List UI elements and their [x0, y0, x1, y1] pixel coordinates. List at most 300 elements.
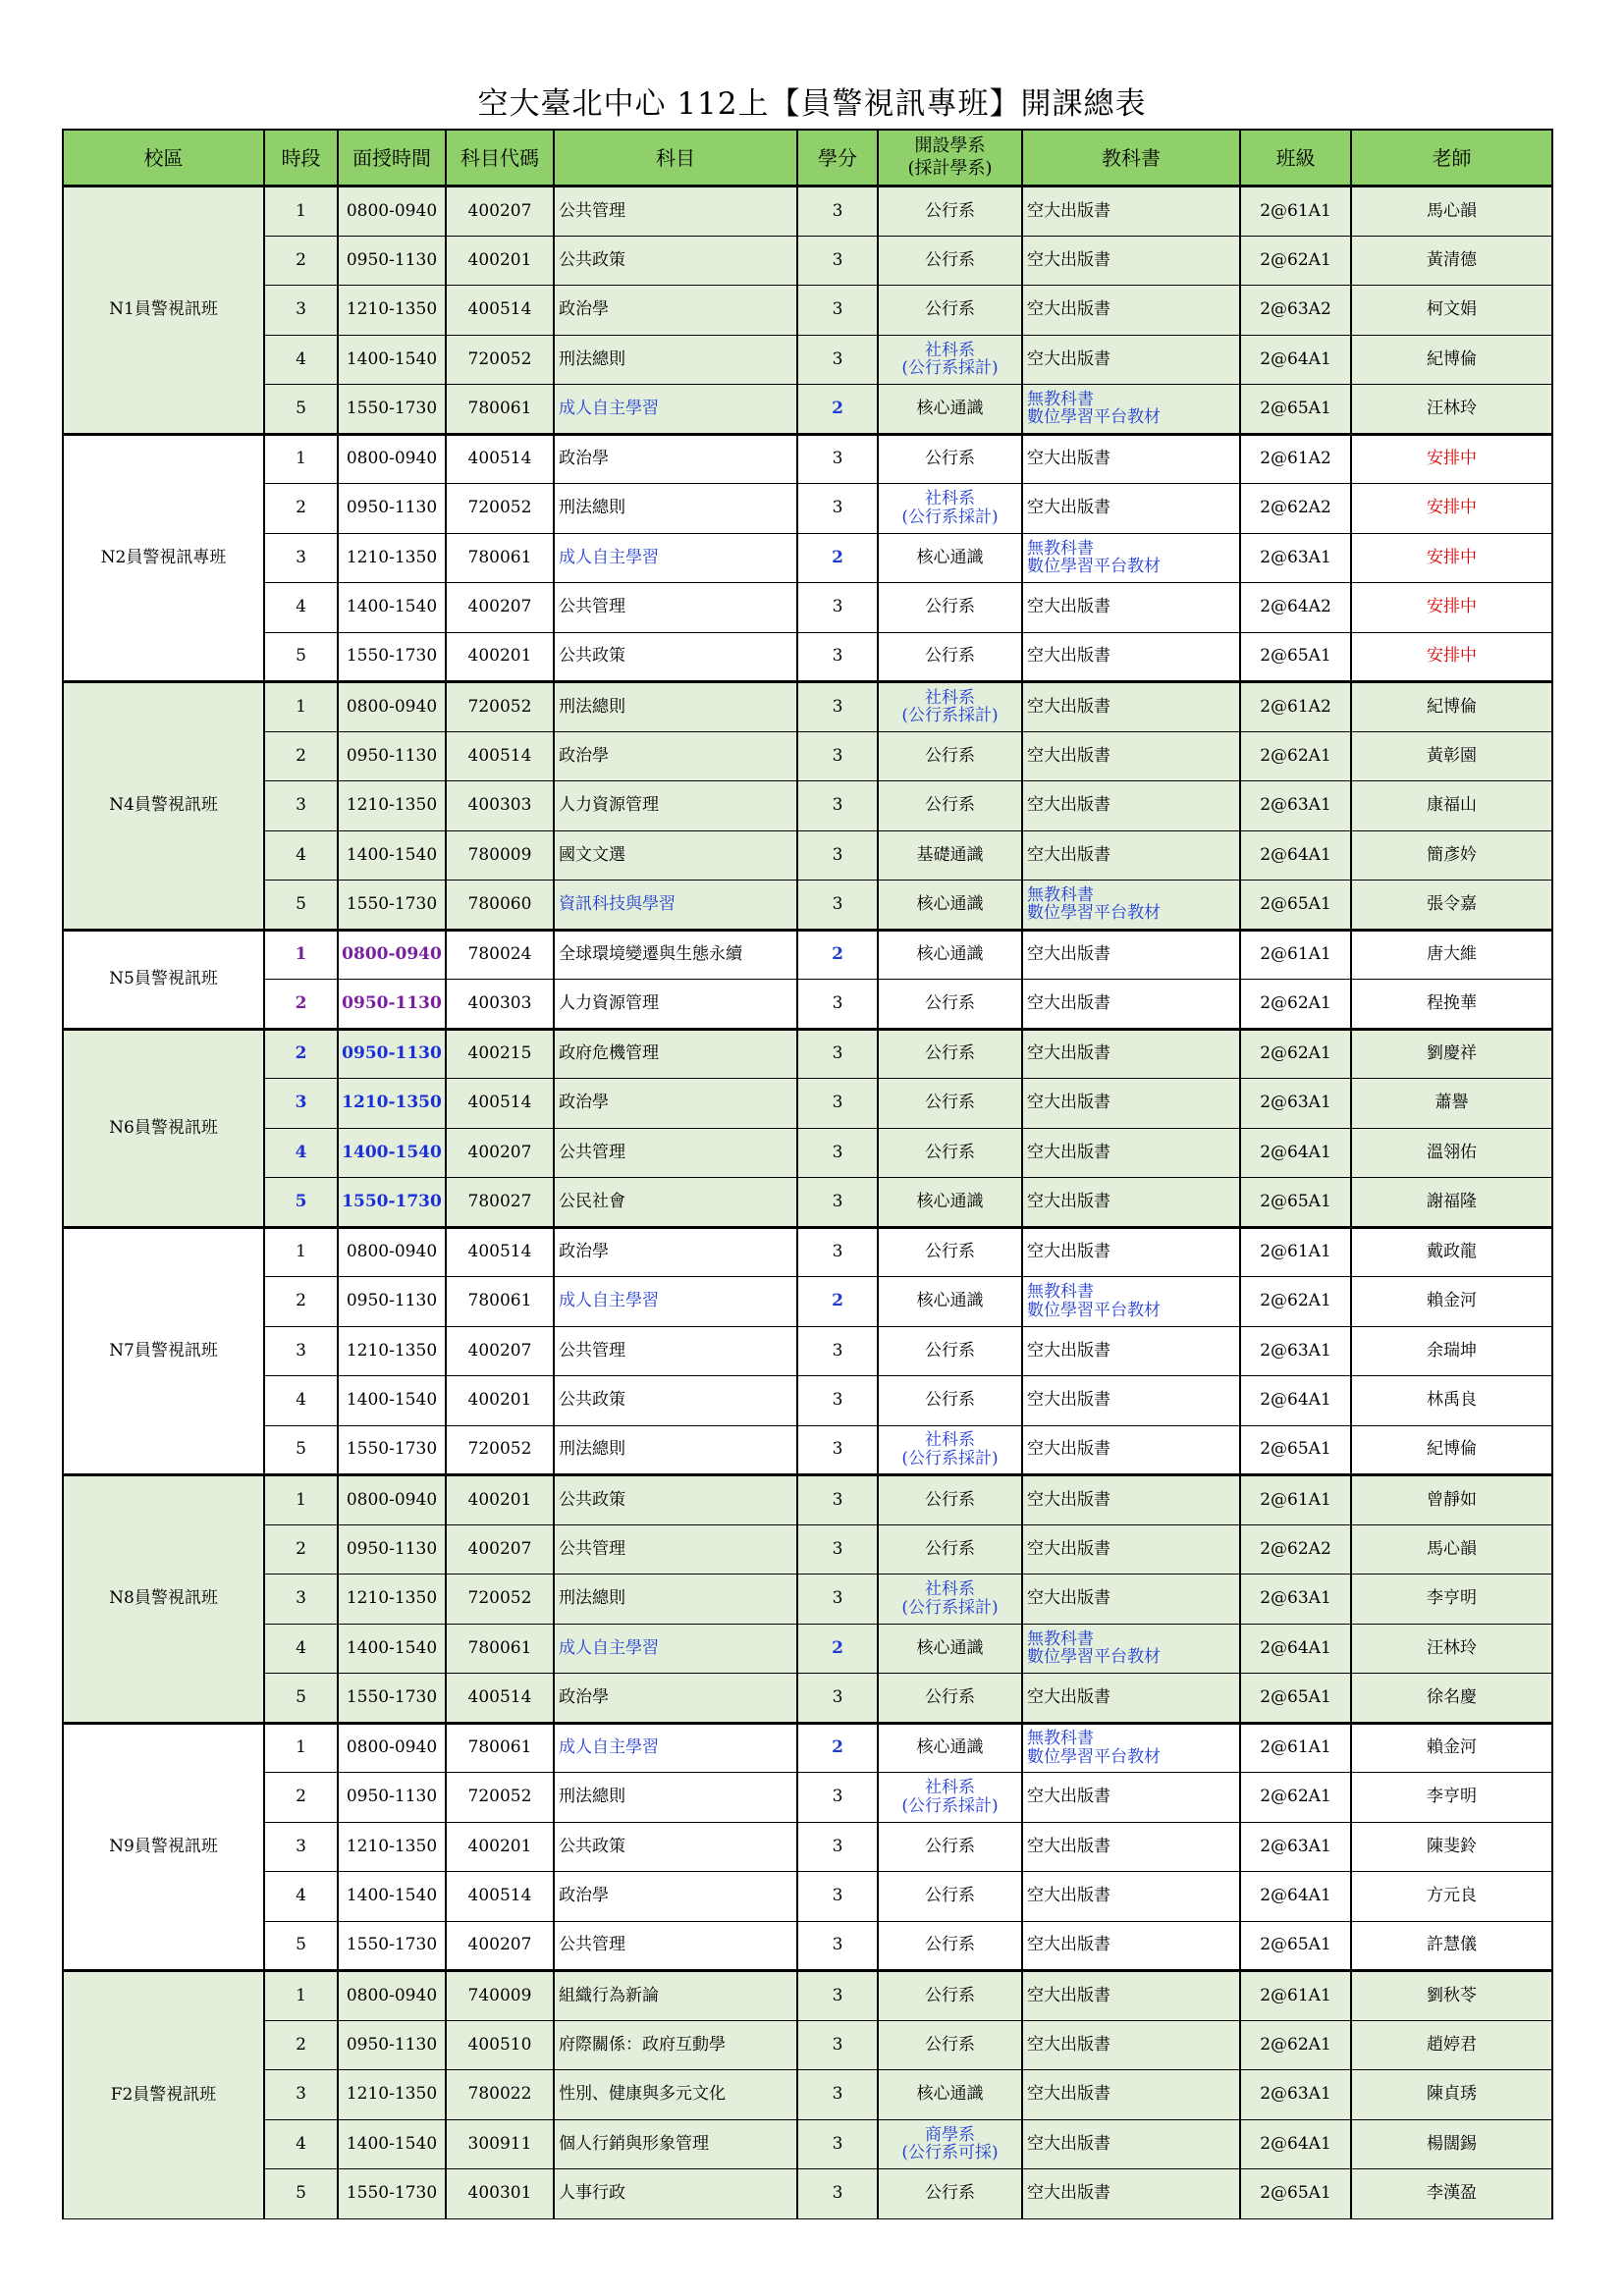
class-cell: 2@61A2 — [1240, 434, 1351, 484]
class-cell: 2@62A1 — [1240, 980, 1351, 1030]
credit-cell: 3 — [797, 236, 878, 286]
textbook-cell: 空大出版書 — [1022, 830, 1240, 881]
time-cell: 1550-1730 — [338, 1674, 446, 1724]
department-cell: 社科系 (公行系採計) — [878, 682, 1022, 732]
teacher-cell: 馬心韻 — [1351, 187, 1552, 237]
time-cell: 1550-1730 — [338, 1921, 446, 1971]
teacher-cell: 紀博倫 — [1351, 335, 1552, 385]
department-cell: 社科系 (公行系採計) — [878, 1773, 1022, 1823]
textbook-cell: 無教科書 數位學習平台教材 — [1022, 1624, 1240, 1674]
credit-cell: 3 — [797, 980, 878, 1030]
table-row — [63, 1624, 1552, 1674]
subject-cell: 個人行銷與形象管理 — [554, 2119, 797, 2169]
time-cell: 0800-0940 — [338, 1723, 446, 1773]
teacher-cell: 黃彰園 — [1351, 731, 1552, 781]
credit-cell: 3 — [797, 1872, 878, 1922]
credit-cell: 2 — [797, 1624, 878, 1674]
department-cell: 公行系 — [878, 583, 1022, 633]
credit-cell: 2 — [797, 930, 878, 980]
course-schedule-table — [62, 129, 1553, 2219]
header-time: 面授時間 — [338, 130, 446, 187]
time-cell: 0950-1130 — [338, 2020, 446, 2070]
class-cell: 2@64A1 — [1240, 335, 1351, 385]
slot-cell: 4 — [264, 2119, 338, 2169]
code-cell: 400514 — [446, 731, 554, 781]
teacher-cell: 徐名慶 — [1351, 1674, 1552, 1724]
slot-cell: 4 — [264, 1376, 338, 1426]
class-cell: 2@65A1 — [1240, 1921, 1351, 1971]
table-row — [63, 1773, 1552, 1823]
subject-cell: 成人自主學習 — [554, 385, 797, 435]
textbook-cell: 空大出版書 — [1022, 484, 1240, 534]
credit-cell: 3 — [797, 682, 878, 732]
campus-cell: N1員警視訊班 — [63, 187, 264, 435]
department-cell: 公行系 — [878, 1822, 1022, 1872]
code-cell: 780061 — [446, 533, 554, 583]
credit-cell: 3 — [797, 1128, 878, 1178]
subject-cell: 公民社會 — [554, 1178, 797, 1228]
department-cell: 社科系 (公行系採計) — [878, 484, 1022, 534]
table-row — [63, 385, 1552, 435]
teacher-cell: 紀博倫 — [1351, 1425, 1552, 1475]
time-cell: 1550-1730 — [338, 632, 446, 682]
class-cell: 2@63A1 — [1240, 1326, 1351, 1376]
code-cell: 720052 — [446, 682, 554, 732]
code-cell: 400201 — [446, 1475, 554, 1525]
subject-cell: 國文文選 — [554, 830, 797, 881]
code-cell: 400510 — [446, 2020, 554, 2070]
time-cell: 1400-1540 — [338, 1624, 446, 1674]
credit-cell: 3 — [797, 1773, 878, 1823]
textbook-cell: 空大出版書 — [1022, 1475, 1240, 1525]
subject-cell: 政治學 — [554, 731, 797, 781]
table-row — [63, 930, 1552, 980]
code-cell: 400201 — [446, 236, 554, 286]
credit-cell: 3 — [797, 1227, 878, 1277]
campus-cell: N5員警視訊班 — [63, 930, 264, 1029]
table-header-row — [63, 130, 1552, 187]
department-cell: 公行系 — [878, 236, 1022, 286]
textbook-cell: 空大出版書 — [1022, 1227, 1240, 1277]
subject-cell: 公共政策 — [554, 1822, 797, 1872]
textbook-cell: 空大出版書 — [1022, 731, 1240, 781]
time-cell: 1400-1540 — [338, 1376, 446, 1426]
code-cell: 780009 — [446, 830, 554, 881]
department-cell: 公行系 — [878, 632, 1022, 682]
slot-cell: 4 — [264, 583, 338, 633]
code-cell: 400201 — [446, 1822, 554, 1872]
department-cell: 核心通識 — [878, 533, 1022, 583]
credit-cell: 3 — [797, 187, 878, 237]
credit-cell: 3 — [797, 1475, 878, 1525]
slot-cell: 3 — [264, 286, 338, 336]
time-cell: 1210-1350 — [338, 533, 446, 583]
code-cell: 780022 — [446, 2070, 554, 2120]
subject-cell: 公共管理 — [554, 1921, 797, 1971]
table-row — [63, 1326, 1552, 1376]
department-cell: 公行系 — [878, 1921, 1022, 1971]
slot-cell: 3 — [264, 1079, 338, 1129]
slot-cell: 1 — [264, 930, 338, 980]
slot-cell: 1 — [264, 1723, 338, 1773]
code-cell: 720052 — [446, 1773, 554, 1823]
textbook-cell: 空大出版書 — [1022, 2169, 1240, 2219]
teacher-cell: 汪林玲 — [1351, 385, 1552, 435]
slot-cell: 5 — [264, 632, 338, 682]
table-row — [63, 731, 1552, 781]
table-row — [63, 1575, 1552, 1625]
table-row — [63, 583, 1552, 633]
subject-cell: 人力資源管理 — [554, 980, 797, 1030]
textbook-cell: 空大出版書 — [1022, 1376, 1240, 1426]
subject-cell: 公共管理 — [554, 583, 797, 633]
header-campus: 校區 — [63, 130, 264, 187]
code-cell: 780061 — [446, 1624, 554, 1674]
class-cell: 2@64A1 — [1240, 1128, 1351, 1178]
time-cell: 0950-1130 — [338, 1029, 446, 1079]
department-cell: 公行系 — [878, 1029, 1022, 1079]
department-cell: 社科系 (公行系採計) — [878, 335, 1022, 385]
subject-cell: 成人自主學習 — [554, 1277, 797, 1327]
credit-cell: 2 — [797, 385, 878, 435]
time-cell: 0800-0940 — [338, 682, 446, 732]
code-cell: 400207 — [446, 1326, 554, 1376]
subject-cell: 府際關係：政府互動學 — [554, 2020, 797, 2070]
department-cell: 基礎通識 — [878, 830, 1022, 881]
time-cell: 1400-1540 — [338, 1872, 446, 1922]
credit-cell: 3 — [797, 434, 878, 484]
subject-cell: 公共政策 — [554, 1475, 797, 1525]
time-cell: 0800-0940 — [338, 930, 446, 980]
teacher-cell: 曾靜如 — [1351, 1475, 1552, 1525]
time-cell: 1550-1730 — [338, 881, 446, 931]
textbook-cell: 空大出版書 — [1022, 1822, 1240, 1872]
time-cell: 1400-1540 — [338, 1128, 446, 1178]
teacher-cell: 陳貞琇 — [1351, 2070, 1552, 2120]
department-cell: 核心通識 — [878, 2070, 1022, 2120]
code-cell: 400514 — [446, 1079, 554, 1129]
credit-cell: 3 — [797, 286, 878, 336]
subject-cell: 刑法總則 — [554, 1425, 797, 1475]
department-cell: 公行系 — [878, 2169, 1022, 2219]
slot-cell: 3 — [264, 1822, 338, 1872]
code-cell: 400201 — [446, 632, 554, 682]
department-cell: 社科系 (公行系採計) — [878, 1575, 1022, 1625]
table-row — [63, 533, 1552, 583]
department-cell: 核心通識 — [878, 881, 1022, 931]
class-cell: 2@62A1 — [1240, 1773, 1351, 1823]
textbook-cell: 空大出版書 — [1022, 434, 1240, 484]
department-cell: 公行系 — [878, 1128, 1022, 1178]
subject-cell: 政治學 — [554, 1674, 797, 1724]
slot-cell: 5 — [264, 385, 338, 435]
class-cell: 2@63A1 — [1240, 533, 1351, 583]
class-cell: 2@61A1 — [1240, 1971, 1351, 2021]
credit-cell: 3 — [797, 1425, 878, 1475]
credit-cell: 3 — [797, 830, 878, 881]
class-cell: 2@63A2 — [1240, 286, 1351, 336]
time-cell: 0950-1130 — [338, 236, 446, 286]
slot-cell: 4 — [264, 335, 338, 385]
textbook-cell: 空大出版書 — [1022, 930, 1240, 980]
department-cell: 公行系 — [878, 286, 1022, 336]
code-cell: 720052 — [446, 1425, 554, 1475]
credit-cell: 3 — [797, 335, 878, 385]
table-row — [63, 682, 1552, 732]
textbook-cell: 無教科書 數位學習平台教材 — [1022, 1723, 1240, 1773]
class-cell: 2@65A1 — [1240, 881, 1351, 931]
slot-cell: 5 — [264, 1178, 338, 1228]
department-cell: 公行系 — [878, 1376, 1022, 1426]
code-cell: 400207 — [446, 1128, 554, 1178]
textbook-cell: 無教科書 數位學習平台教材 — [1022, 1277, 1240, 1327]
code-cell: 400207 — [446, 1921, 554, 1971]
class-cell: 2@63A1 — [1240, 1079, 1351, 1129]
teacher-cell: 安排中 — [1351, 434, 1552, 484]
code-cell: 400514 — [446, 1872, 554, 1922]
textbook-cell: 空大出版書 — [1022, 781, 1240, 831]
teacher-cell: 方元良 — [1351, 1872, 1552, 1922]
textbook-cell: 空大出版書 — [1022, 1872, 1240, 1922]
department-cell: 公行系 — [878, 980, 1022, 1030]
time-cell: 1210-1350 — [338, 1822, 446, 1872]
slot-cell: 2 — [264, 1029, 338, 1079]
subject-cell: 刑法總則 — [554, 682, 797, 732]
code-cell: 400514 — [446, 1227, 554, 1277]
teacher-cell: 蕭譽 — [1351, 1079, 1552, 1129]
credit-cell: 3 — [797, 1326, 878, 1376]
slot-cell: 1 — [264, 1475, 338, 1525]
header-subject: 科目 — [554, 130, 797, 187]
teacher-cell: 柯文娟 — [1351, 286, 1552, 336]
table-row — [63, 1376, 1552, 1426]
subject-cell: 成人自主學習 — [554, 1624, 797, 1674]
table-row — [63, 1971, 1552, 2021]
credit-cell: 3 — [797, 1822, 878, 1872]
teacher-cell: 林禹良 — [1351, 1376, 1552, 1426]
textbook-cell: 空大出版書 — [1022, 1425, 1240, 1475]
teacher-cell: 張令嘉 — [1351, 881, 1552, 931]
time-cell: 1210-1350 — [338, 286, 446, 336]
code-cell: 400514 — [446, 286, 554, 336]
slot-cell: 3 — [264, 781, 338, 831]
table-row — [63, 1674, 1552, 1724]
teacher-cell: 溫翎佑 — [1351, 1128, 1552, 1178]
slot-cell: 3 — [264, 2070, 338, 2120]
textbook-cell: 無教科書 數位學習平台教材 — [1022, 385, 1240, 435]
class-cell: 2@61A1 — [1240, 1475, 1351, 1525]
teacher-cell: 李亨明 — [1351, 1575, 1552, 1625]
subject-cell: 刑法總則 — [554, 1575, 797, 1625]
teacher-cell: 賴金河 — [1351, 1723, 1552, 1773]
slot-cell: 2 — [264, 1277, 338, 1327]
slot-cell: 4 — [264, 830, 338, 881]
credit-cell: 3 — [797, 1524, 878, 1575]
teacher-cell: 許慧儀 — [1351, 1921, 1552, 1971]
time-cell: 0950-1130 — [338, 1773, 446, 1823]
subject-cell: 政治學 — [554, 1872, 797, 1922]
campus-cell: F2員警視訊班 — [63, 1971, 264, 2219]
subject-cell: 政治學 — [554, 286, 797, 336]
credit-cell: 3 — [797, 881, 878, 931]
subject-cell: 成人自主學習 — [554, 533, 797, 583]
code-cell: 400215 — [446, 1029, 554, 1079]
department-cell: 公行系 — [878, 2020, 1022, 2070]
table-row — [63, 881, 1552, 931]
credit-cell: 3 — [797, 1971, 878, 2021]
textbook-cell: 空大出版書 — [1022, 682, 1240, 732]
department-cell: 核心通識 — [878, 1178, 1022, 1228]
credit-cell: 3 — [797, 1178, 878, 1228]
subject-cell: 資訊科技與學習 — [554, 881, 797, 931]
class-cell: 2@63A1 — [1240, 1575, 1351, 1625]
credit-cell: 2 — [797, 1723, 878, 1773]
teacher-cell: 安排中 — [1351, 484, 1552, 534]
credit-cell: 3 — [797, 781, 878, 831]
teacher-cell: 陳斐鈴 — [1351, 1822, 1552, 1872]
teacher-cell: 賴金河 — [1351, 1277, 1552, 1327]
slot-cell: 2 — [264, 980, 338, 1030]
campus-cell: N9員警視訊班 — [63, 1723, 264, 1971]
department-cell: 公行系 — [878, 1971, 1022, 2021]
class-cell: 2@65A1 — [1240, 385, 1351, 435]
credit-cell: 3 — [797, 632, 878, 682]
time-cell: 0950-1130 — [338, 980, 446, 1030]
textbook-cell: 空大出版書 — [1022, 2070, 1240, 2120]
department-cell: 核心通識 — [878, 385, 1022, 435]
code-cell: 400207 — [446, 583, 554, 633]
department-cell: 核心通識 — [878, 1277, 1022, 1327]
teacher-cell: 汪林玲 — [1351, 1624, 1552, 1674]
time-cell: 1550-1730 — [338, 1178, 446, 1228]
subject-cell: 政治學 — [554, 434, 797, 484]
time-cell: 1210-1350 — [338, 1079, 446, 1129]
credit-cell: 3 — [797, 1674, 878, 1724]
slot-cell: 1 — [264, 1971, 338, 2021]
teacher-cell: 戴政龍 — [1351, 1227, 1552, 1277]
slot-cell: 3 — [264, 1575, 338, 1625]
class-cell: 2@62A1 — [1240, 1277, 1351, 1327]
time-cell: 0800-0940 — [338, 1971, 446, 2021]
slot-cell: 2 — [264, 484, 338, 534]
credit-cell: 3 — [797, 2020, 878, 2070]
table-row — [63, 980, 1552, 1030]
textbook-cell: 無教科書 數位學習平台教材 — [1022, 881, 1240, 931]
class-cell: 2@61A1 — [1240, 187, 1351, 237]
slot-cell: 4 — [264, 1128, 338, 1178]
class-cell: 2@65A1 — [1240, 2169, 1351, 2219]
teacher-cell: 黃清德 — [1351, 236, 1552, 286]
slot-cell: 1 — [264, 187, 338, 237]
department-cell: 社科系 (公行系採計) — [878, 1425, 1022, 1475]
textbook-cell: 空大出版書 — [1022, 236, 1240, 286]
time-cell: 0950-1130 — [338, 1277, 446, 1327]
subject-cell: 政治學 — [554, 1227, 797, 1277]
subject-cell: 性別、健康與多元文化 — [554, 2070, 797, 2120]
department-cell: 公行系 — [878, 731, 1022, 781]
time-cell: 0800-0940 — [338, 187, 446, 237]
teacher-cell: 馬心韻 — [1351, 1524, 1552, 1575]
textbook-cell: 空大出版書 — [1022, 1178, 1240, 1228]
subject-cell: 人事行政 — [554, 2169, 797, 2219]
textbook-cell: 空大出版書 — [1022, 1674, 1240, 1724]
header-slot: 時段 — [264, 130, 338, 187]
table-row — [63, 2169, 1552, 2219]
class-cell: 2@65A1 — [1240, 1178, 1351, 1228]
teacher-cell: 劉秋苓 — [1351, 1971, 1552, 2021]
department-cell: 公行系 — [878, 781, 1022, 831]
credit-cell: 3 — [797, 484, 878, 534]
textbook-cell: 空大出版書 — [1022, 632, 1240, 682]
credit-cell: 3 — [797, 731, 878, 781]
time-cell: 0800-0940 — [338, 434, 446, 484]
slot-cell: 2 — [264, 731, 338, 781]
code-cell: 780061 — [446, 1723, 554, 1773]
teacher-cell: 劉慶祥 — [1351, 1029, 1552, 1079]
time-cell: 1210-1350 — [338, 1326, 446, 1376]
slot-cell: 4 — [264, 1624, 338, 1674]
class-cell: 2@61A2 — [1240, 682, 1351, 732]
subject-cell: 組織行為新論 — [554, 1971, 797, 2021]
code-cell: 780061 — [446, 1277, 554, 1327]
teacher-cell: 余瑞坤 — [1351, 1326, 1552, 1376]
header-textbook: 教科書 — [1022, 130, 1240, 187]
department-cell: 核心通識 — [878, 1723, 1022, 1773]
class-cell: 2@62A1 — [1240, 2020, 1351, 2070]
department-cell: 公行系 — [878, 1475, 1022, 1525]
textbook-cell: 空大出版書 — [1022, 335, 1240, 385]
teacher-cell: 李漢盈 — [1351, 2169, 1552, 2219]
subject-cell: 政治學 — [554, 1079, 797, 1129]
time-cell: 1400-1540 — [338, 583, 446, 633]
textbook-cell: 空大出版書 — [1022, 2020, 1240, 2070]
time-cell: 1550-1730 — [338, 2169, 446, 2219]
class-cell: 2@62A2 — [1240, 1524, 1351, 1575]
table-row — [63, 286, 1552, 336]
class-cell: 2@62A1 — [1240, 1029, 1351, 1079]
class-cell: 2@64A1 — [1240, 1624, 1351, 1674]
credit-cell: 3 — [797, 1921, 878, 1971]
subject-cell: 公共管理 — [554, 187, 797, 237]
slot-cell: 5 — [264, 1674, 338, 1724]
subject-cell: 公共管理 — [554, 1128, 797, 1178]
slot-cell: 3 — [264, 1326, 338, 1376]
department-cell: 公行系 — [878, 434, 1022, 484]
class-cell: 2@62A1 — [1240, 236, 1351, 286]
slot-cell: 1 — [264, 434, 338, 484]
textbook-cell: 空大出版書 — [1022, 286, 1240, 336]
class-cell: 2@62A2 — [1240, 484, 1351, 534]
textbook-cell: 空大出版書 — [1022, 2119, 1240, 2169]
credit-cell: 3 — [797, 1079, 878, 1129]
class-cell: 2@61A1 — [1240, 1227, 1351, 1277]
credit-cell: 2 — [797, 533, 878, 583]
department-cell: 公行系 — [878, 1872, 1022, 1922]
header-code: 科目代碼 — [446, 130, 554, 187]
table-row — [63, 1029, 1552, 1079]
slot-cell: 2 — [264, 236, 338, 286]
department-cell: 公行系 — [878, 1227, 1022, 1277]
class-cell: 2@64A1 — [1240, 1376, 1351, 1426]
table-row — [63, 830, 1552, 881]
time-cell: 0800-0940 — [338, 1475, 446, 1525]
department-cell: 核心通識 — [878, 930, 1022, 980]
code-cell: 400303 — [446, 781, 554, 831]
teacher-cell: 安排中 — [1351, 583, 1552, 633]
slot-cell: 2 — [264, 1773, 338, 1823]
slot-cell: 1 — [264, 1227, 338, 1277]
header-class: 班級 — [1240, 130, 1351, 187]
